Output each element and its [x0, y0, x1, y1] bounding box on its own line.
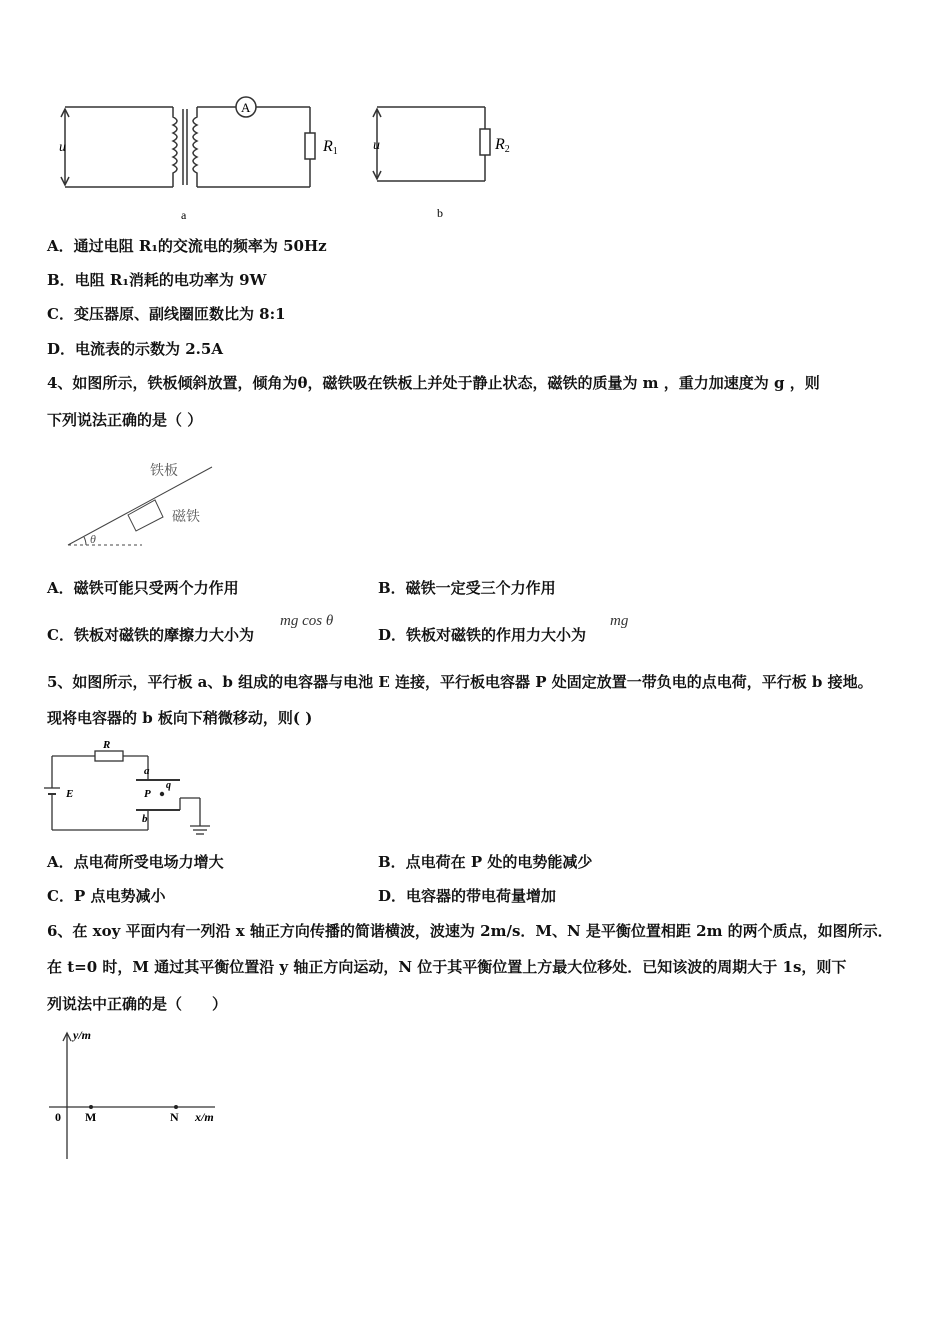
q4-option-d-math: mg — [610, 613, 629, 629]
q4-option-c-math: mg cos θ — [280, 613, 334, 629]
q4-option-c: C．铁板对磁铁的摩擦力大小为 — [47, 626, 254, 644]
q3b-resistor-label: R2 — [495, 136, 510, 155]
q6-N-label: N — [170, 1110, 179, 1124]
q3a-ammeter-label: A — [241, 100, 251, 115]
q5-a-label: a — [144, 765, 150, 777]
q4-plate-label: 铁板 — [150, 464, 178, 479]
q5-stem-line1: 5、如图所示，平行板 a、b 组成的电容器与电池 E 连接，平行板电容器 P 处固定放置一带负电的点电荷，平行板 b 接地。 — [47, 673, 873, 691]
q3b-figure-label: b — [437, 206, 443, 220]
q5-option-b: B．点电荷在 P 处的电势能减少 — [378, 853, 593, 871]
q4-option-d: D．铁板对磁铁的作用力大小为 — [378, 626, 587, 644]
q3a-figure-label: a — [181, 208, 187, 222]
q4-magnet-label: 磁铁 — [172, 510, 200, 525]
q5-option-a: A．点电荷所受电场力增大 — [47, 853, 224, 871]
q6-y-label: y/m — [73, 1028, 91, 1042]
q4-stem-line2: 下列说法正确的是（ ） — [47, 411, 203, 429]
q3-option-b: B．电阻 R₁消耗的电功率为 9W — [47, 271, 267, 289]
q5-b-label: b — [142, 813, 148, 825]
q3-option-a: A．通过电阻 R₁的交流电的频率为 50Hz — [47, 237, 327, 255]
q6-stem-line1: 6、在 xoy 平面内有一列沿 x 轴正方向传播的简谐横波，波速为 2m/s．M、N 是平衡位置相距 2m 的两个质点，如图所示． — [47, 922, 893, 940]
q6-M-label: M — [85, 1110, 97, 1124]
q5-q-label: q — [166, 780, 171, 791]
q3a-u-label: u — [59, 140, 66, 155]
q3-figure-a — [55, 95, 355, 225]
q5-stem-line2: 现将电容器的 b 板向下稍微移动，则( ) — [47, 709, 313, 727]
q3b-u-label: u — [373, 138, 380, 153]
q5-option-c: C．P 点电势减小 — [47, 887, 166, 905]
q3-option-c: C．变压器原、副线圈匝数比为 8:1 — [47, 305, 286, 323]
q5-option-d: D．电容器的带电荷量增加 — [378, 887, 557, 905]
q3-figure-b — [365, 95, 535, 225]
q5-P-label: P — [144, 788, 151, 800]
q6-origin-label: 0 — [55, 1110, 61, 1124]
q6-stem-line3: 列说法中正确的是（ ） — [47, 995, 228, 1013]
q3a-resistor-label: R1 — [323, 138, 338, 157]
q6-stem-line2: 在 t=0 时，M 通过其平衡位置沿 y 轴正方向运动，N 位于其平衡位置上方最大位移处．已知该波的周期大于 1s，则下 — [47, 958, 847, 976]
q5-E-label: E — [66, 788, 74, 800]
q4-option-a: A．磁铁可能只受两个力作用 — [47, 579, 239, 597]
q6-figure — [45, 1025, 235, 1165]
q5-figure — [40, 738, 220, 843]
q4-stem-line1: 4、如图所示，铁板倾斜放置，倾角为θ，磁铁吸在铁板上并处于静止状态，磁铁的质量为 m ，重力加速度为 g ，则 — [47, 374, 820, 392]
q3-option-d: D．电流表的示数为 2.5A — [47, 340, 223, 358]
q4-angle-label: θ — [90, 532, 96, 546]
q5-R-label: R — [103, 739, 111, 751]
q6-x-label: x/m — [195, 1110, 214, 1124]
q4-figure — [60, 455, 230, 555]
q4-option-b: B．磁铁一定受三个力作用 — [378, 579, 556, 597]
